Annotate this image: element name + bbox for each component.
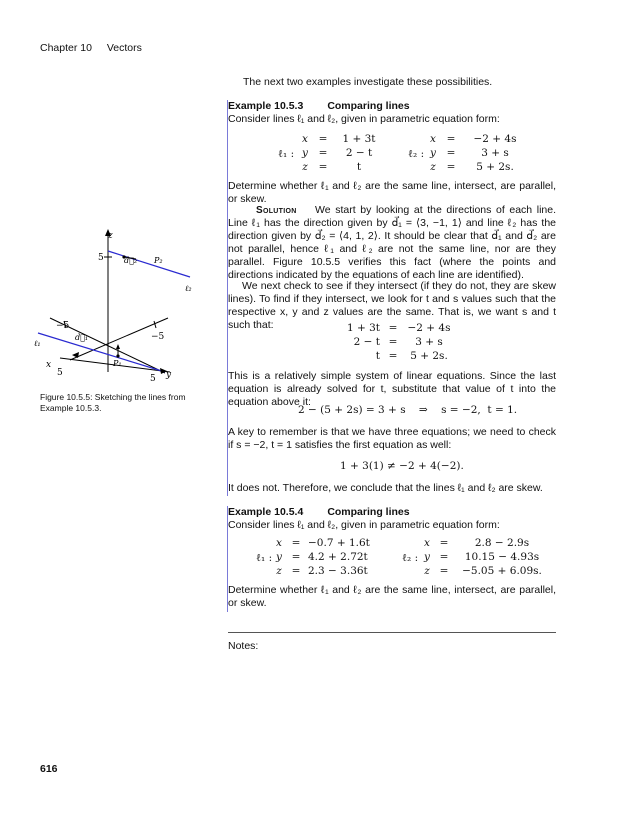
sys-lhs: 2 − t <box>353 336 380 348</box>
chapter-label: Chapter 10 <box>40 42 92 54</box>
chapter-title: Vectors <box>106 42 142 54</box>
eq-sign: = <box>439 565 449 577</box>
solution-label: Solution <box>256 205 297 216</box>
example-2-line2-equations <box>422 537 548 577</box>
example-1-line1-label: ℓ₁ : <box>278 148 295 160</box>
eq-var: y <box>424 551 430 563</box>
eq-sign: = <box>318 133 328 145</box>
eq-rhs: 2.8 − 2.9s <box>474 537 530 549</box>
eq-rhs: 1 + 3t <box>342 133 376 145</box>
neg-five-right-label: −5 <box>151 332 165 342</box>
sys-sign: = <box>388 350 398 362</box>
neg-five-tick-right <box>154 321 156 328</box>
example-1-question: Determine whether ℓ₁ and ℓ₂ are the same line, intersect, are parallel, or skew. <box>228 180 556 205</box>
d2-label: d⃗₂ <box>124 256 138 265</box>
example-1-solution-p4: A key to remember is that we have three equations; we need to check if s = −2, t = 1 satisfies the first equation as well: <box>228 426 556 451</box>
eq-sign: = <box>439 537 449 549</box>
line-l1 <box>38 333 165 372</box>
example-2-title: Comparing lines <box>327 506 410 518</box>
sys-sign: = <box>388 336 398 348</box>
example-1-heading <box>228 100 410 112</box>
eq-rhs: −2 + 4s <box>473 133 517 145</box>
z-axis-label: z <box>108 231 113 241</box>
sys-lhs: t <box>375 350 380 362</box>
neg-five-left-label: −5 <box>56 321 70 331</box>
example-1-solution-p3: This is a relatively simple system of linear equations. Since the last equation is already solved for t, substitute that value of t into the equation above it: <box>228 370 556 408</box>
eq-rhs: 5 + 2s. <box>476 161 514 173</box>
example-2-line1-label: ℓ₁ : <box>256 552 273 564</box>
example-2-line2-label: ℓ₂ : <box>402 552 419 564</box>
example-1-intro: Consider lines ℓ₁ and ℓ₂, given in parametric equation form: <box>228 113 500 125</box>
notes-label: Notes: <box>228 640 259 652</box>
eq-sign: = <box>291 551 301 563</box>
example-2-line1-equations <box>274 537 382 577</box>
y-five-label: 5 <box>150 374 156 384</box>
eq-rhs: −5.05 + 6.09s. <box>462 565 542 577</box>
eq-var: z <box>430 161 436 173</box>
eq-sign: = <box>446 133 456 145</box>
example-2-number: Example 10.5.4 <box>228 506 304 518</box>
page-number: 616 <box>40 763 58 775</box>
example-1-number: Example 10.5.3 <box>228 100 304 112</box>
sys-rhs: −2 + 4s <box>407 322 451 334</box>
example-1-line2-label: ℓ₂ : <box>408 148 425 160</box>
eq-sign: = <box>318 147 328 159</box>
eq-var: z <box>302 161 308 173</box>
y-axis-label: y <box>166 370 172 380</box>
figure-10-5-5 <box>30 225 210 390</box>
eq-var: z <box>424 565 430 577</box>
example-1-conclusion: It does not. Therefore, we conclude that the lines ℓ₁ and ℓ₂ are skew. <box>228 482 543 494</box>
example-1-check-equation: 1 + 3(1) ≠ −2 + 4(−2). <box>340 460 464 472</box>
sys-sign: = <box>388 322 398 334</box>
eq-var: y <box>302 147 308 159</box>
example-2-intro: Consider lines ℓ₁ and ℓ₂, given in parametric equation form: <box>228 519 500 531</box>
z-five-label: 5 <box>98 253 104 263</box>
example-1-system <box>340 322 452 362</box>
figure-caption: Figure 10.5.5: Sketching the lines from Example 10.5.3. <box>40 392 186 413</box>
example-2-heading <box>228 506 410 518</box>
eq-var: x <box>276 537 282 549</box>
line-l2 <box>108 251 190 277</box>
eq-sign: = <box>291 537 301 549</box>
example-1-title: Comparing lines <box>327 100 410 112</box>
eq-var: y <box>430 147 436 159</box>
example-2-question: Determine whether ℓ₁ and ℓ₂ are the same line, intersect, are parallel, or skew. <box>228 584 556 609</box>
l2-label: ℓ₂ <box>185 284 192 293</box>
eq-sign: = <box>446 147 456 159</box>
eq-rhs: −0.7 + 1.6t <box>308 537 370 549</box>
example-1-substitution-equation: 2 − (5 + 2s) = 3 + s ⇒ s = −2, t = 1. <box>298 404 518 416</box>
eq-rhs: 2.3 − 3.36t <box>308 565 368 577</box>
eq-sign: = <box>439 551 449 563</box>
eq-sign: = <box>446 161 456 173</box>
example-1-solution-p2: We next check to see if they intersect (if they do not, they are skew lines). To find if they intersect, we look for t and s values such that the respective x, y and z values are the same. That is, we want s and t such that: <box>228 280 556 331</box>
eq-sign: = <box>291 565 301 577</box>
example-1-line1-equations <box>300 133 382 173</box>
eq-var: z <box>276 565 282 577</box>
sys-lhs: 1 + 3t <box>346 322 380 334</box>
x-five-label: 5 <box>57 368 63 378</box>
example-1-solution-p1 <box>228 204 556 282</box>
eq-rhs: 10.15 − 4.93s <box>464 551 540 563</box>
d1-arrowhead <box>116 344 120 349</box>
eq-var: x <box>302 133 308 145</box>
example-1-line2-equations <box>428 133 526 173</box>
sys-rhs: 3 + s <box>415 336 443 348</box>
eq-rhs: 3 + s <box>481 147 509 159</box>
sys-rhs: 5 + 2s. <box>410 350 448 362</box>
solution-p1-text: We start by looking at the directions of each line. Line ℓ₁ has the direction given by d⃗₁ = ⟨3, −1, 1⟩ and line ℓ₂ has the direction given by d⃗₂ = ⟨4, 1, 2⟩. It should be clear that d⃗₁ and d⃗₂ are not parallel, hence ℓ₁ and ℓ₂ are not the same line, nor are they parallel. Figure 10.5.5 verifies this fact (where the points and directions indicated by the equations of each line are identified). <box>228 204 556 281</box>
eq-rhs: 4.2 + 2.72t <box>308 551 368 563</box>
eq-rhs: t <box>356 161 362 173</box>
eq-sign: = <box>318 161 328 173</box>
x-axis-label: x <box>46 360 52 370</box>
eq-var: y <box>276 551 282 563</box>
p1-label: P₁ <box>113 359 122 368</box>
eq-rhs: 2 − t <box>345 147 373 159</box>
eq-var: x <box>430 133 436 145</box>
p2-label: P₂ <box>154 256 163 265</box>
running-header <box>40 42 142 54</box>
lead-sentence: The next two examples investigate these possibilities. <box>243 76 493 88</box>
d1-label: d⃗₁ <box>75 333 89 342</box>
notes-divider <box>228 632 556 633</box>
l1-label: ℓ₁ <box>34 339 41 348</box>
eq-var: x <box>424 537 430 549</box>
